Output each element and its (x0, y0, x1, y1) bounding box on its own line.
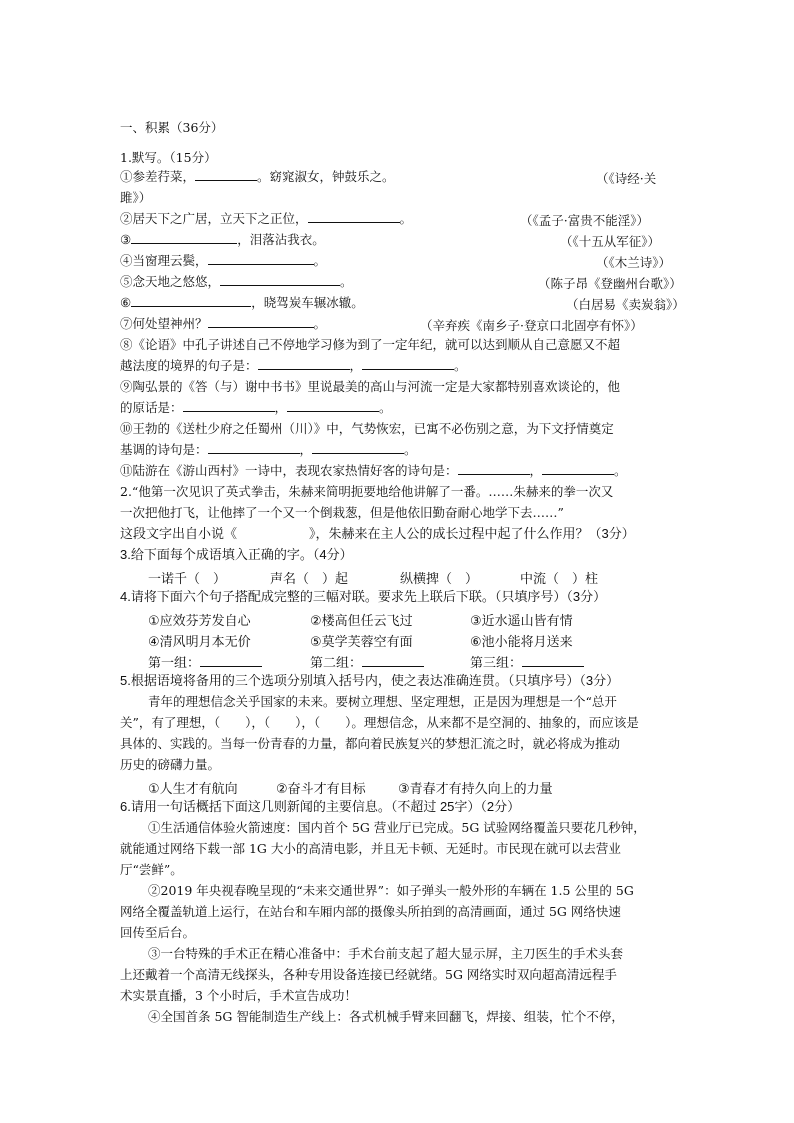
answer-blank[interactable] (308, 211, 400, 223)
q1-title: 1.默写。（15分） (120, 150, 217, 165)
q6-news-1-b: 就能通过网络下载一部 1G 大小的高清电影，并且无卡顿、无延时。市民现在就可以去营业 (120, 841, 621, 856)
q6-news-4-a: ④全国首条 5G 智能制造生产线上：各式机械手臂来回翻飞，焊接、组装，忙个不停， (148, 1009, 624, 1024)
answer-blank[interactable] (208, 253, 314, 265)
answer-blank[interactable] (131, 295, 251, 307)
q4-group-2: 第二组： (310, 652, 424, 671)
q5-para-3: 具体的、实践的。当每一份青春的力量，都向着民族复兴的梦想汇流之时，就必将成为推动 (120, 736, 621, 751)
section-title: 一、积累（36分） (120, 120, 224, 135)
q6-news-3-c: 术实景直播，3 个小时后，手术宣告成功！ (120, 988, 357, 1003)
q5-para-4: 历史的磅礴力量。 (120, 757, 221, 772)
q5-para-2: 关”，有了理想，（ ），（ ），（ ）。理想信念，从来都不是空洞的、抽象的，而应该是 (120, 715, 639, 730)
q5-para-1: 青年的理想信念关乎国家的未来。要树立理想、坚定理想，正是因为理想是一个“总开 (148, 694, 617, 709)
answer-blank[interactable] (458, 463, 530, 475)
q1-item-3-source: （《十五从军征》） (560, 234, 661, 249)
q1-item-4-source: （《木兰诗》） (596, 255, 672, 270)
q5-option-2: ②奋斗才有目标 (276, 781, 366, 796)
q6-news-3-a: ③一台特殊的手术正在精心准备中：手术台前支起了超大显示屏，主刀医生的手术头套 (148, 946, 624, 961)
q3-idiom-3: 纵横捭（ ） (400, 571, 479, 586)
q2-line-3: 这段文字出自小说《 》，朱赫来在主人公的成长过程中起了什么作用？（3分） (120, 526, 635, 541)
q4-option-2: ②楼高但任云飞过 (310, 613, 413, 628)
answer-blank[interactable] (208, 442, 300, 454)
q1-item-10: ⑩王勃的《送杜少府之任蜀州（川）》中，气势恢宏，已寓不必伤别之意，为下文抒情奠定 (120, 421, 614, 436)
answer-blank[interactable] (542, 463, 614, 475)
q3-idiom-1: 一诺千（ ） (148, 571, 227, 586)
q1-item-2-source: （《孟子·富贵不能淫》） (520, 213, 649, 228)
q1-item-3: ③ ，泪落沾我衣。 (120, 232, 325, 247)
q4-option-6: ⑥池小能将月送来 (470, 634, 573, 649)
answer-blank[interactable] (200, 655, 262, 667)
q1-item-2: ②居天下之广居，立天下之正位， 。 (120, 211, 413, 226)
q4-option-3: ③近水遥山皆有情 (470, 613, 573, 628)
q1-item-7: ⑦何处望神州？ 。 (120, 316, 327, 331)
q1-item-1: ①参差荇菜， 。窈窕淑女，钟鼓乐之。 (120, 169, 395, 184)
answer-blank[interactable] (131, 232, 237, 244)
q4-option-5: ⑤莫学芙蓉空有面 (310, 634, 413, 649)
answer-blank[interactable] (195, 169, 257, 181)
q6-news-2-b: 网络全覆盖轨道上运行，在站台和车厢内部的摄像头所拍到的高清画面，通过 5G 网络快速 (120, 904, 621, 919)
q1-item-8: ⑧《论语》中孔子讲述自己不停地学习修为到了一定年纪，就可以达到顺从自己意愿又不超 (120, 337, 621, 352)
q3-idiom-2: 声名（ ）起 (270, 571, 349, 586)
q5-option-3: ③青春才有持久向上的力量 (398, 781, 553, 796)
q3-idiom-4: 中流（ ）柱 (520, 571, 599, 586)
q1-item-4: ④当窗理云鬓， 。 (120, 253, 327, 268)
q1-item-6-source: （白居易《卖炭翁》） (566, 297, 685, 312)
answer-blank[interactable] (362, 358, 454, 370)
q1-item-8-cont: 越法度的境界的句子是： ， 。 (120, 358, 467, 373)
answer-blank[interactable] (522, 655, 584, 667)
q2-line-1: 2.“他第一次见识了英式拳击，朱赫来简明扼要地给他讲解了一番。……朱赫来的拳一次又 (120, 484, 614, 499)
q1-item-11: ⑪陆游在《游山西村》一诗中，表现农家热情好客的诗句是： ， 。 (120, 463, 627, 478)
q1-item-5-source: （陈子昂《登幽州台歌》） (538, 276, 682, 291)
q4-group-1: 第一组： (148, 652, 262, 671)
q5-title: 5.根据语境将备用的三个选项分别填入括号内，使之表达准确连贯。（只填序号）（3分） (120, 673, 620, 688)
answer-blank[interactable] (362, 655, 424, 667)
q1-item-9: ⑨陶弘景的《答（与）谢中书书》里说最美的高山与河流一定是大家都特别喜欢谈论的，他 (120, 379, 621, 394)
answer-blank[interactable] (312, 442, 404, 454)
q6-news-1-a: ①生活通信体验火箭速度：国内首个 5G 营业厅已完成。5G 试验网络覆盖只要花几秒钟， (148, 820, 646, 835)
q6-news-3-b: 上还戴着一个高清无线探头，各种专用设备连接已经就绪。5G 网络实时双向超高清远程手 (120, 967, 617, 982)
q5-option-1: ①人生才有航向 (148, 781, 238, 796)
q4-option-1: ①应效芬芳发自心 (148, 613, 251, 628)
q1-item-7-source: （辛弃疾《南乡子·登京口北固亭有怀》） (420, 318, 643, 333)
q6-title: 6.请用一句话概括下面这几则新闻的主要信息。（不超过 25字）（2分） (120, 799, 521, 814)
q1-item-9-cont: 的原话是： ， 。 (120, 400, 392, 415)
q1-item-10-cont: 基调的诗句是： ， 。 (120, 442, 417, 457)
q1-item-1-source: （《诗经·关 (596, 171, 657, 186)
q1-item-5: ⑤念天地之悠悠， 。 (120, 274, 353, 289)
q4-option-4: ④清风明月本无价 (148, 634, 251, 649)
q1-item-1-source-cont: 雎》） (120, 190, 152, 205)
q6-news-1-c: 厅“尝鲜”。 (120, 862, 183, 877)
answer-blank[interactable] (220, 274, 340, 286)
answer-blank[interactable] (183, 400, 275, 412)
answer-blank[interactable] (287, 400, 379, 412)
q4-title: 4.请将下面六个句子搭配成完整的三幅对联。要求先上联后下联。（只填序号）（3分） (120, 589, 607, 604)
q4-group-3: 第三组： (470, 652, 584, 671)
q6-news-2-a: ②2019 年央视春晚呈现的“未来交通世界”：如子弹头一般外形的车辆在 1.5 公里的 5G (148, 883, 634, 898)
q1-item-6: ⑥ ，晓驾炭车辗冰辙。 (120, 295, 364, 310)
answer-blank[interactable] (258, 358, 350, 370)
answer-blank[interactable] (208, 316, 314, 328)
q3-title: 3.给下面每个成语填入正确的字。（4分） (120, 547, 353, 562)
q6-news-2-c: 回传至后台。 (120, 925, 196, 940)
q2-line-2: 一次把他打飞，让他摔了一个又一个倒栽葱，但是他依旧勤奋耐心地学下去……” (120, 505, 564, 520)
